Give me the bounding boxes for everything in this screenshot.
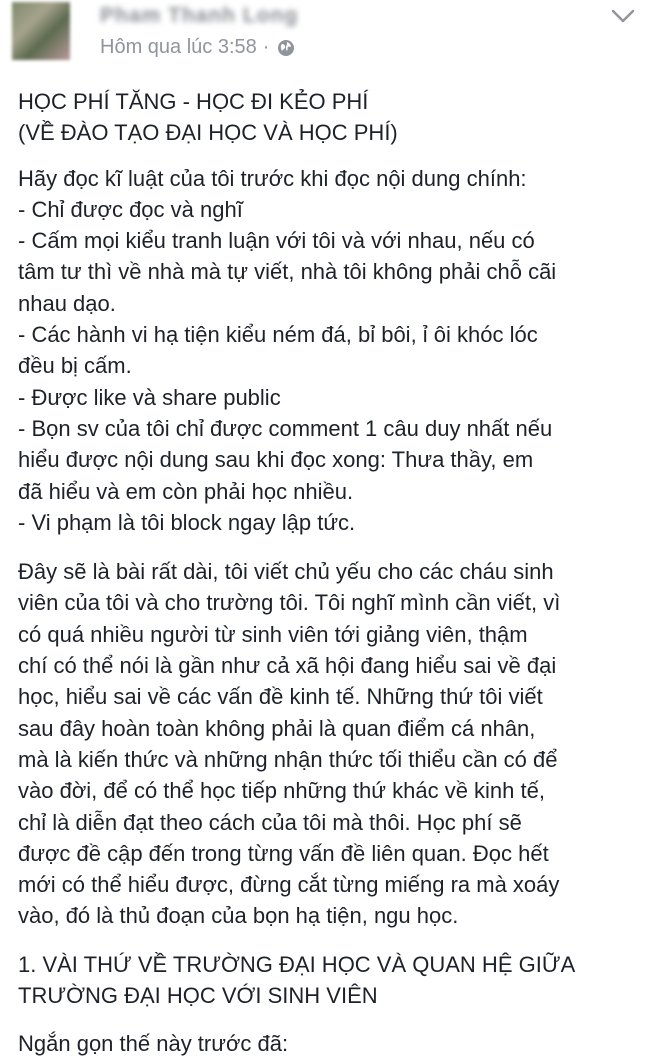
text-line: viên của tôi và cho trường tôi. Tôi nghĩ mình cần viết, vì — [18, 590, 561, 616]
next-paragraph — [18, 1028, 638, 1059]
chevron-down-icon[interactable] — [610, 6, 636, 26]
text-line: - Chỉ được đọc và nghĩ — [18, 196, 243, 222]
text-line: - Các hành vi hạ tiện kiểu ném đá, bỉ bôi, ỉ ôi khóc lóc — [18, 322, 538, 348]
text-line: mà là kiến thức và những nhận thức tối thiểu cần có để — [18, 746, 558, 772]
text-line: vào, đó là thủ đoạn của bọn hạ tiện, ngu học. — [18, 903, 459, 929]
text-line: đã hiểu và em còn phải học nhiều. — [18, 478, 354, 504]
meta-separator: · — [262, 36, 270, 58]
text-line: Hãy đọc kĩ luật của tôi trước khi đọc nội dung chính: — [18, 165, 527, 191]
text-line: hiểu được nội dung sau khi đọc xong: Thưa thầy, em — [18, 447, 534, 473]
text-line: chỉ là diễn đạt theo cách của tôi mà thôi. Học phí sẽ — [18, 809, 522, 835]
text-line: - Được like và share public — [18, 384, 281, 410]
avatar[interactable] — [12, 2, 70, 60]
title-line: HỌC PHÍ TĂNG - HỌC ĐI KẺO PHÍ — [18, 89, 369, 114]
text-line: có quá nhiều người từ sinh viên tới giảng viên, thậm — [18, 621, 528, 647]
text-line: vào đời, để có thể học tiếp những thứ khác về kinh tế, — [18, 778, 545, 804]
text-line: Ngắn gọn thế này trước đã: — [18, 1031, 289, 1057]
text-line: học, hiểu sai về các vấn đề kinh tế. Những thứ tôi viết — [18, 684, 543, 710]
text-line: tâm tư thì về nhà mà tự viết, nhà tôi không phải chỗ cãi — [18, 259, 557, 285]
text-line: Đây sẽ là bài rất dài, tôi viết chủ yếu cho các cháu sinh — [18, 559, 554, 585]
text-line: mới có thể hiểu được, đừng cắt từng miếng ra mà xoáy — [18, 872, 560, 898]
timestamp[interactable]: Hôm qua lúc 3:58 — [100, 36, 257, 58]
text-line: chí có thể nói là gần như cả xã hội đang hiểu sai về đại — [18, 653, 557, 679]
text-line: - Bọn sv của tôi chỉ được comment 1 câu duy nhất nếu — [18, 415, 553, 441]
text-line: sau đây hoàn toàn không phải là quan điểm cá nhân, — [18, 715, 536, 741]
author-name[interactable]: Pham Thanh Long — [100, 4, 299, 27]
text-line: được đề cập đến trong từng vấn đề liên quan. Đọc hết — [18, 840, 549, 866]
section-heading — [18, 949, 638, 1012]
post-meta — [100, 36, 295, 59]
text-line: TRƯỜNG ĐẠI HỌC VỚI SINH VIÊN — [18, 983, 378, 1009]
text-line: - Vi phạm là tôi block ngay lập tức. — [18, 509, 356, 535]
post-body — [18, 86, 638, 1060]
text-line: đều bị cấm. — [18, 353, 132, 379]
post-header — [0, 0, 650, 70]
text-line: nhau dạo. — [18, 290, 116, 316]
title-line: (VỀ ĐÀO TẠO ĐẠI HỌC VÀ HỌC PHÍ) — [18, 120, 398, 146]
post-title — [18, 86, 638, 149]
text-line: 1. VÀI THỨ VỀ TRƯỜNG ĐẠI HỌC VÀ QUAN HỆ GIỮA — [18, 951, 576, 977]
rules-paragraph — [18, 163, 638, 539]
intro-paragraph — [18, 556, 638, 932]
globe-icon[interactable] — [277, 39, 295, 57]
text-line: - Cấm mọi kiểu tranh luận với tôi và với nhau, nếu có — [18, 228, 535, 254]
